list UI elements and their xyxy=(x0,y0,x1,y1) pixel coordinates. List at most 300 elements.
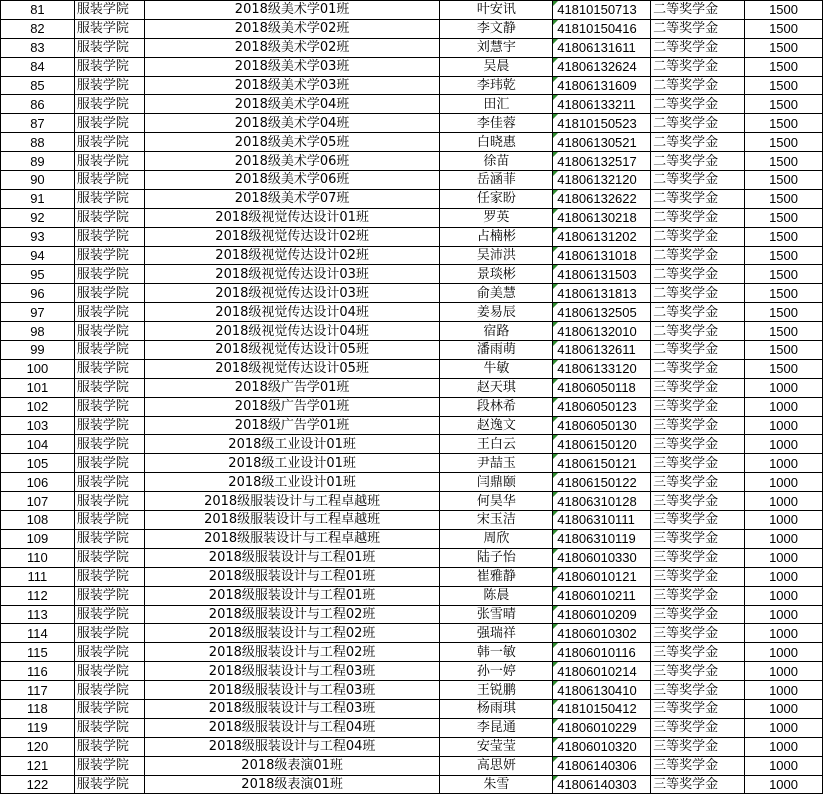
class-cell[interactable]: 2018级表演01班 xyxy=(144,756,440,775)
amount-cell[interactable]: 1000 xyxy=(745,662,823,681)
student-id-cell[interactable]: 41806132517 xyxy=(553,152,651,171)
row-number-cell[interactable]: 107 xyxy=(1,492,75,511)
student-name-cell[interactable]: 叶安讯 xyxy=(440,1,553,20)
class-cell[interactable]: 2018级服装设计与工程卓越班 xyxy=(144,511,440,530)
student-name-cell[interactable]: 朱雪 xyxy=(440,775,553,794)
class-cell[interactable]: 2018级美术学06班 xyxy=(144,171,440,190)
award-level-cell[interactable]: 三等奖学金 xyxy=(651,435,745,454)
award-level-cell[interactable]: 三等奖学金 xyxy=(651,662,745,681)
student-id-cell[interactable]: 41806131503 xyxy=(553,265,651,284)
student-name-cell[interactable]: 景琰彬 xyxy=(440,265,553,284)
amount-cell[interactable]: 1500 xyxy=(745,95,823,114)
row-number-cell[interactable]: 120 xyxy=(1,737,75,756)
college-cell[interactable]: 服装学院 xyxy=(74,284,144,303)
award-level-cell[interactable]: 三等奖学金 xyxy=(651,737,745,756)
row-number-cell[interactable]: 110 xyxy=(1,548,75,567)
student-name-cell[interactable]: 李文静 xyxy=(440,19,553,38)
class-cell[interactable]: 2018级视觉传达设计05班 xyxy=(144,341,440,360)
row-number-cell[interactable]: 102 xyxy=(1,397,75,416)
college-cell[interactable]: 服装学院 xyxy=(74,435,144,454)
college-cell[interactable]: 服装学院 xyxy=(74,114,144,133)
student-id-cell[interactable]: 41806132624 xyxy=(553,57,651,76)
college-cell[interactable]: 服装学院 xyxy=(74,737,144,756)
class-cell[interactable]: 2018级美术学03班 xyxy=(144,57,440,76)
student-name-cell[interactable]: 姜易辰 xyxy=(440,303,553,322)
amount-cell[interactable]: 1000 xyxy=(745,435,823,454)
award-level-cell[interactable]: 三等奖学金 xyxy=(651,586,745,605)
student-id-cell[interactable]: 41806131611 xyxy=(553,38,651,57)
row-number-cell[interactable]: 122 xyxy=(1,775,75,794)
award-level-cell[interactable]: 二等奖学金 xyxy=(651,265,745,284)
amount-cell[interactable]: 1000 xyxy=(745,586,823,605)
college-cell[interactable]: 服装学院 xyxy=(74,567,144,586)
award-level-cell[interactable]: 二等奖学金 xyxy=(651,208,745,227)
college-cell[interactable]: 服装学院 xyxy=(74,548,144,567)
row-number-cell[interactable]: 111 xyxy=(1,567,75,586)
award-level-cell[interactable]: 三等奖学金 xyxy=(651,378,745,397)
row-number-cell[interactable]: 115 xyxy=(1,643,75,662)
student-name-cell[interactable]: 高思妍 xyxy=(440,756,553,775)
student-name-cell[interactable]: 罗英 xyxy=(440,208,553,227)
amount-cell[interactable]: 1000 xyxy=(745,548,823,567)
row-number-cell[interactable]: 85 xyxy=(1,76,75,95)
college-cell[interactable]: 服装学院 xyxy=(74,416,144,435)
amount-cell[interactable]: 1500 xyxy=(745,341,823,360)
award-level-cell[interactable]: 二等奖学金 xyxy=(651,303,745,322)
award-level-cell[interactable]: 三等奖学金 xyxy=(651,775,745,794)
row-number-cell[interactable]: 97 xyxy=(1,303,75,322)
class-cell[interactable]: 2018级服装设计与工程01班 xyxy=(144,567,440,586)
table-row xyxy=(1,303,823,322)
student-name-cell[interactable]: 刘慧宇 xyxy=(440,38,553,57)
class-cell[interactable]: 2018级视觉传达设计04班 xyxy=(144,303,440,322)
class-cell[interactable]: 2018级工业设计01班 xyxy=(144,454,440,473)
row-number-cell[interactable]: 116 xyxy=(1,662,75,681)
college-cell[interactable]: 服装学院 xyxy=(74,57,144,76)
amount-cell[interactable]: 1000 xyxy=(745,756,823,775)
class-cell[interactable]: 2018级广告学01班 xyxy=(144,416,440,435)
row-number-cell[interactable]: 118 xyxy=(1,699,75,718)
student-id-cell[interactable]: 41806130521 xyxy=(553,133,651,152)
award-level-cell[interactable]: 三等奖学金 xyxy=(651,548,745,567)
amount-cell[interactable]: 1500 xyxy=(745,171,823,190)
student-name-cell[interactable]: 杨雨琪 xyxy=(440,699,553,718)
student-id-cell[interactable]: 41810150523 xyxy=(553,114,651,133)
student-name-cell[interactable]: 王白云 xyxy=(440,435,553,454)
class-cell[interactable]: 2018级广告学01班 xyxy=(144,397,440,416)
row-number-cell[interactable]: 94 xyxy=(1,246,75,265)
class-cell[interactable]: 2018级工业设计01班 xyxy=(144,435,440,454)
student-name-cell[interactable]: 徐苗 xyxy=(440,152,553,171)
award-level-cell[interactable]: 二等奖学金 xyxy=(651,359,745,378)
row-number-cell[interactable]: 86 xyxy=(1,95,75,114)
college-cell[interactable]: 服装学院 xyxy=(74,265,144,284)
student-name-cell[interactable]: 宋玉洁 xyxy=(440,511,553,530)
college-cell[interactable]: 服装学院 xyxy=(74,19,144,38)
college-cell[interactable]: 服装学院 xyxy=(74,76,144,95)
student-name-cell[interactable]: 王锐鹏 xyxy=(440,681,553,700)
student-id-cell[interactable]: 41806010209 xyxy=(553,605,651,624)
class-cell[interactable]: 2018级视觉传达设计04班 xyxy=(144,322,440,341)
amount-cell[interactable]: 1500 xyxy=(745,189,823,208)
student-id-cell[interactable]: 41806150121 xyxy=(553,454,651,473)
student-id-cell[interactable]: 41806050118 xyxy=(553,378,651,397)
student-name-cell[interactable]: 段林希 xyxy=(440,397,553,416)
amount-cell[interactable]: 1000 xyxy=(745,605,823,624)
student-name-cell[interactable]: 李玮乾 xyxy=(440,76,553,95)
class-cell[interactable]: 2018级服装设计与工程03班 xyxy=(144,681,440,700)
award-level-cell[interactable]: 二等奖学金 xyxy=(651,341,745,360)
college-cell[interactable]: 服装学院 xyxy=(74,624,144,643)
award-level-cell[interactable]: 三等奖学金 xyxy=(651,492,745,511)
row-number-cell[interactable]: 112 xyxy=(1,586,75,605)
student-name-cell[interactable]: 韩一敏 xyxy=(440,643,553,662)
student-id-cell[interactable]: 41810150416 xyxy=(553,19,651,38)
class-cell[interactable]: 2018级服装设计与工程02班 xyxy=(144,605,440,624)
class-cell[interactable]: 2018级服装设计与工程卓越班 xyxy=(144,529,440,548)
award-level-cell[interactable]: 二等奖学金 xyxy=(651,171,745,190)
college-cell[interactable]: 服装学院 xyxy=(74,699,144,718)
class-cell[interactable]: 2018级服装设计与工程04班 xyxy=(144,718,440,737)
student-name-cell[interactable]: 占楠彬 xyxy=(440,227,553,246)
student-id-cell[interactable]: 41806131202 xyxy=(553,227,651,246)
award-level-cell[interactable]: 二等奖学金 xyxy=(651,189,745,208)
row-number-cell[interactable]: 88 xyxy=(1,133,75,152)
amount-cell[interactable]: 1000 xyxy=(745,737,823,756)
amount-cell[interactable]: 1000 xyxy=(745,567,823,586)
table-row xyxy=(1,265,823,284)
college-cell[interactable]: 服装学院 xyxy=(74,95,144,114)
student-id-cell[interactable]: 41806050123 xyxy=(553,397,651,416)
class-cell[interactable]: 2018级工业设计01班 xyxy=(144,473,440,492)
college-cell[interactable]: 服装学院 xyxy=(74,529,144,548)
award-level-cell[interactable]: 二等奖学金 xyxy=(651,38,745,57)
class-cell[interactable]: 2018级视觉传达设计02班 xyxy=(144,227,440,246)
student-name-cell[interactable]: 周欣 xyxy=(440,529,553,548)
row-number-cell[interactable]: 89 xyxy=(1,152,75,171)
college-cell[interactable]: 服装学院 xyxy=(74,189,144,208)
row-number-cell[interactable]: 83 xyxy=(1,38,75,57)
row-number-cell[interactable]: 103 xyxy=(1,416,75,435)
student-id-cell[interactable]: 41806150120 xyxy=(553,435,651,454)
row-number-cell[interactable]: 98 xyxy=(1,322,75,341)
amount-cell[interactable]: 1000 xyxy=(745,529,823,548)
amount-cell[interactable]: 1500 xyxy=(745,322,823,341)
class-cell[interactable]: 2018级服装设计与工程02班 xyxy=(144,624,440,643)
class-cell[interactable]: 2018级视觉传达设计02班 xyxy=(144,246,440,265)
table-row xyxy=(1,662,823,681)
student-id-cell[interactable]: 41806010330 xyxy=(553,548,651,567)
amount-cell[interactable]: 1500 xyxy=(745,246,823,265)
class-cell[interactable]: 2018级服装设计与工程03班 xyxy=(144,662,440,681)
student-id-cell[interactable]: 41806050130 xyxy=(553,416,651,435)
row-number-cell[interactable]: 96 xyxy=(1,284,75,303)
row-number-cell[interactable]: 104 xyxy=(1,435,75,454)
amount-cell[interactable]: 1500 xyxy=(745,208,823,227)
class-cell[interactable]: 2018级服装设计与工程卓越班 xyxy=(144,492,440,511)
college-cell[interactable]: 服装学院 xyxy=(74,246,144,265)
student-name-cell[interactable]: 崔雅静 xyxy=(440,567,553,586)
class-cell[interactable]: 2018级视觉传达设计03班 xyxy=(144,265,440,284)
college-cell[interactable]: 服装学院 xyxy=(74,133,144,152)
student-id-cell[interactable]: 41806131813 xyxy=(553,284,651,303)
college-cell[interactable]: 服装学院 xyxy=(74,643,144,662)
class-cell[interactable]: 2018级服装设计与工程03班 xyxy=(144,699,440,718)
college-cell[interactable]: 服装学院 xyxy=(74,227,144,246)
row-number-cell[interactable]: 99 xyxy=(1,341,75,360)
college-cell[interactable]: 服装学院 xyxy=(74,397,144,416)
college-cell[interactable]: 服装学院 xyxy=(74,511,144,530)
student-id-cell[interactable]: 41806130218 xyxy=(553,208,651,227)
student-id-cell[interactable]: 41806132120 xyxy=(553,171,651,190)
class-cell[interactable]: 2018级服装设计与工程04班 xyxy=(144,737,440,756)
amount-cell[interactable]: 1000 xyxy=(745,681,823,700)
student-id-cell[interactable]: 41806310128 xyxy=(553,492,651,511)
student-name-cell[interactable]: 岳涵菲 xyxy=(440,171,553,190)
student-id-cell[interactable]: 41806130410 xyxy=(553,681,651,700)
class-cell[interactable]: 2018级表演01班 xyxy=(144,775,440,794)
row-number-cell[interactable]: 90 xyxy=(1,171,75,190)
amount-cell[interactable]: 1500 xyxy=(745,265,823,284)
row-number-cell[interactable]: 119 xyxy=(1,718,75,737)
student-id-cell[interactable]: 41806010214 xyxy=(553,662,651,681)
college-cell[interactable]: 服装学院 xyxy=(74,605,144,624)
student-name-cell[interactable]: 张雪晴 xyxy=(440,605,553,624)
college-cell[interactable]: 服装学院 xyxy=(74,359,144,378)
row-number-cell[interactable]: 100 xyxy=(1,359,75,378)
row-number-cell[interactable]: 105 xyxy=(1,454,75,473)
student-name-cell[interactable]: 尹喆玉 xyxy=(440,454,553,473)
award-level-cell[interactable]: 三等奖学金 xyxy=(651,473,745,492)
class-cell[interactable]: 2018级服装设计与工程01班 xyxy=(144,548,440,567)
class-cell[interactable]: 2018级美术学04班 xyxy=(144,95,440,114)
student-name-cell[interactable]: 陆子怡 xyxy=(440,548,553,567)
award-level-cell[interactable]: 二等奖学金 xyxy=(651,1,745,20)
amount-cell[interactable]: 1000 xyxy=(745,473,823,492)
student-name-cell[interactable]: 牛敏 xyxy=(440,359,553,378)
student-id-cell[interactable]: 41806010302 xyxy=(553,624,651,643)
student-id-cell[interactable]: 41806133211 xyxy=(553,95,651,114)
student-id-cell[interactable]: 41806132505 xyxy=(553,303,651,322)
amount-cell[interactable]: 1500 xyxy=(745,359,823,378)
award-level-cell[interactable]: 二等奖学金 xyxy=(651,57,745,76)
student-id-cell[interactable]: 41806140306 xyxy=(553,756,651,775)
award-level-cell[interactable]: 二等奖学金 xyxy=(651,227,745,246)
student-name-cell[interactable]: 任家盼 xyxy=(440,189,553,208)
student-id-cell[interactable]: 41806131609 xyxy=(553,76,651,95)
student-name-cell[interactable]: 田汇 xyxy=(440,95,553,114)
amount-cell[interactable]: 1000 xyxy=(745,775,823,794)
college-cell[interactable]: 服装学院 xyxy=(74,303,144,322)
class-cell[interactable]: 2018级视觉传达设计05班 xyxy=(144,359,440,378)
class-cell[interactable]: 2018级服装设计与工程02班 xyxy=(144,643,440,662)
college-cell[interactable]: 服装学院 xyxy=(74,718,144,737)
college-cell[interactable]: 服装学院 xyxy=(74,756,144,775)
college-cell[interactable]: 服装学院 xyxy=(74,1,144,20)
student-id-cell[interactable]: 41806133120 xyxy=(553,359,651,378)
college-cell[interactable]: 服装学院 xyxy=(74,322,144,341)
class-cell[interactable]: 2018级美术学06班 xyxy=(144,152,440,171)
college-cell[interactable]: 服装学院 xyxy=(74,38,144,57)
class-cell[interactable]: 2018级美术学07班 xyxy=(144,189,440,208)
amount-cell[interactable]: 1000 xyxy=(745,643,823,662)
award-level-cell[interactable]: 二等奖学金 xyxy=(651,114,745,133)
table-row xyxy=(1,284,823,303)
student-id-cell[interactable]: 41806010116 xyxy=(553,643,651,662)
student-name-cell[interactable]: 陈晨 xyxy=(440,586,553,605)
award-level-cell[interactable]: 三等奖学金 xyxy=(651,643,745,662)
student-name-cell[interactable]: 强瑞祥 xyxy=(440,624,553,643)
row-number-cell[interactable]: 114 xyxy=(1,624,75,643)
row-number-cell[interactable]: 113 xyxy=(1,605,75,624)
student-name-cell[interactable]: 白晓惠 xyxy=(440,133,553,152)
student-name-cell[interactable]: 李佳蓉 xyxy=(440,114,553,133)
row-number-cell[interactable]: 81 xyxy=(1,1,75,20)
student-id-cell[interactable]: 41806140303 xyxy=(553,775,651,794)
award-level-cell[interactable]: 二等奖学金 xyxy=(651,19,745,38)
amount-cell[interactable]: 1000 xyxy=(745,718,823,737)
student-name-cell[interactable]: 潘雨萌 xyxy=(440,341,553,360)
award-level-cell[interactable]: 三等奖学金 xyxy=(651,624,745,643)
college-cell[interactable]: 服装学院 xyxy=(74,378,144,397)
row-number-cell[interactable]: 106 xyxy=(1,473,75,492)
amount-cell[interactable]: 1000 xyxy=(745,699,823,718)
amount-cell[interactable]: 1000 xyxy=(745,492,823,511)
award-level-cell[interactable]: 三等奖学金 xyxy=(651,567,745,586)
student-id-cell[interactable]: 41810150713 xyxy=(553,1,651,20)
college-cell[interactable]: 服装学院 xyxy=(74,586,144,605)
student-name-cell[interactable]: 孙一婷 xyxy=(440,662,553,681)
class-cell[interactable]: 2018级视觉传达设计01班 xyxy=(144,208,440,227)
student-id-cell[interactable]: 41806010229 xyxy=(553,718,651,737)
student-id-cell[interactable]: 41806132622 xyxy=(553,189,651,208)
class-cell[interactable]: 2018级美术学03班 xyxy=(144,76,440,95)
class-cell[interactable]: 2018级美术学05班 xyxy=(144,133,440,152)
class-cell[interactable]: 2018级美术学02班 xyxy=(144,19,440,38)
student-name-cell[interactable]: 吴沛洪 xyxy=(440,246,553,265)
amount-cell[interactable]: 1000 xyxy=(745,397,823,416)
student-id-cell[interactable]: 41810150412 xyxy=(553,699,651,718)
student-id-cell[interactable]: 41806132611 xyxy=(553,341,651,360)
row-number-cell[interactable]: 84 xyxy=(1,57,75,76)
student-name-cell[interactable]: 吴晨 xyxy=(440,57,553,76)
row-number-cell[interactable]: 117 xyxy=(1,681,75,700)
student-id-cell[interactable]: 41806010320 xyxy=(553,737,651,756)
row-number-cell[interactable]: 95 xyxy=(1,265,75,284)
student-name-cell[interactable]: 安莹莹 xyxy=(440,737,553,756)
class-cell[interactable]: 2018级美术学01班 xyxy=(144,1,440,20)
college-cell[interactable]: 服装学院 xyxy=(74,171,144,190)
award-level-cell[interactable]: 二等奖学金 xyxy=(651,246,745,265)
student-id-cell[interactable]: 41806010121 xyxy=(553,567,651,586)
class-cell[interactable]: 2018级广告学01班 xyxy=(144,378,440,397)
amount-cell[interactable]: 1500 xyxy=(745,152,823,171)
row-number-cell[interactable]: 108 xyxy=(1,511,75,530)
amount-cell[interactable]: 1500 xyxy=(745,76,823,95)
college-cell[interactable]: 服装学院 xyxy=(74,152,144,171)
row-number-cell[interactable]: 93 xyxy=(1,227,75,246)
award-level-cell[interactable]: 二等奖学金 xyxy=(651,322,745,341)
row-number-cell[interactable]: 101 xyxy=(1,378,75,397)
amount-cell[interactable]: 1000 xyxy=(745,454,823,473)
amount-cell[interactable]: 1000 xyxy=(745,624,823,643)
college-cell[interactable]: 服装学院 xyxy=(74,775,144,794)
college-cell[interactable]: 服装学院 xyxy=(74,208,144,227)
amount-cell[interactable]: 1500 xyxy=(745,133,823,152)
amount-cell[interactable]: 1500 xyxy=(745,19,823,38)
amount-cell[interactable]: 1500 xyxy=(745,38,823,57)
student-name-cell[interactable]: 俞美慧 xyxy=(440,284,553,303)
student-id-cell[interactable]: 41806132010 xyxy=(553,322,651,341)
award-level-cell[interactable]: 三等奖学金 xyxy=(651,718,745,737)
student-name-cell[interactable]: 赵天琪 xyxy=(440,378,553,397)
student-id-cell[interactable]: 41806310111 xyxy=(553,511,651,530)
student-name-cell[interactable]: 闫鼎颐 xyxy=(440,473,553,492)
amount-cell[interactable]: 1500 xyxy=(745,114,823,133)
college-cell[interactable]: 服装学院 xyxy=(74,341,144,360)
award-level-cell[interactable]: 三等奖学金 xyxy=(651,397,745,416)
student-name-cell[interactable]: 宿路 xyxy=(440,322,553,341)
student-id-cell[interactable]: 41806131018 xyxy=(553,246,651,265)
class-cell[interactable]: 2018级美术学02班 xyxy=(144,38,440,57)
row-number-cell[interactable]: 82 xyxy=(1,19,75,38)
award-level-cell[interactable]: 三等奖学金 xyxy=(651,454,745,473)
class-cell[interactable]: 2018级服装设计与工程01班 xyxy=(144,586,440,605)
amount-cell[interactable]: 1500 xyxy=(745,57,823,76)
award-level-cell[interactable]: 三等奖学金 xyxy=(651,529,745,548)
amount-cell[interactable]: 1000 xyxy=(745,378,823,397)
award-level-cell[interactable]: 二等奖学金 xyxy=(651,284,745,303)
amount-cell[interactable]: 1500 xyxy=(745,1,823,20)
student-id-cell[interactable]: 41806310119 xyxy=(553,529,651,548)
award-level-cell[interactable]: 三等奖学金 xyxy=(651,416,745,435)
award-level-cell[interactable]: 三等奖学金 xyxy=(651,681,745,700)
row-number-cell[interactable]: 121 xyxy=(1,756,75,775)
row-number-cell[interactable]: 87 xyxy=(1,114,75,133)
college-cell[interactable]: 服装学院 xyxy=(74,473,144,492)
award-level-cell[interactable]: 二等奖学金 xyxy=(651,133,745,152)
student-id-cell[interactable]: 41806150122 xyxy=(553,473,651,492)
row-number-cell[interactable]: 91 xyxy=(1,189,75,208)
award-level-cell[interactable]: 三等奖学金 xyxy=(651,699,745,718)
class-cell[interactable]: 2018级美术学04班 xyxy=(144,114,440,133)
student-name-cell[interactable]: 赵逸文 xyxy=(440,416,553,435)
amount-cell[interactable]: 1500 xyxy=(745,227,823,246)
amount-cell[interactable]: 1000 xyxy=(745,416,823,435)
college-cell[interactable]: 服装学院 xyxy=(74,454,144,473)
amount-cell[interactable]: 1000 xyxy=(745,511,823,530)
amount-cell[interactable]: 1500 xyxy=(745,284,823,303)
table-row xyxy=(1,57,823,76)
student-name-cell[interactable]: 李昆通 xyxy=(440,718,553,737)
college-cell[interactable]: 服装学院 xyxy=(74,662,144,681)
award-level-cell[interactable]: 二等奖学金 xyxy=(651,76,745,95)
college-cell[interactable]: 服装学院 xyxy=(74,492,144,511)
award-level-cell[interactable]: 二等奖学金 xyxy=(651,152,745,171)
row-number-cell[interactable]: 92 xyxy=(1,208,75,227)
college-cell[interactable]: 服装学院 xyxy=(74,681,144,700)
row-number-cell[interactable]: 109 xyxy=(1,529,75,548)
award-level-cell[interactable]: 三等奖学金 xyxy=(651,605,745,624)
table-row xyxy=(1,624,823,643)
award-level-cell[interactable]: 二等奖学金 xyxy=(651,95,745,114)
award-level-cell[interactable]: 三等奖学金 xyxy=(651,511,745,530)
award-level-cell[interactable]: 三等奖学金 xyxy=(651,756,745,775)
amount-cell[interactable]: 1500 xyxy=(745,303,823,322)
class-cell[interactable]: 2018级视觉传达设计03班 xyxy=(144,284,440,303)
student-id-cell[interactable]: 41806010211 xyxy=(553,586,651,605)
student-name-cell[interactable]: 何昊华 xyxy=(440,492,553,511)
